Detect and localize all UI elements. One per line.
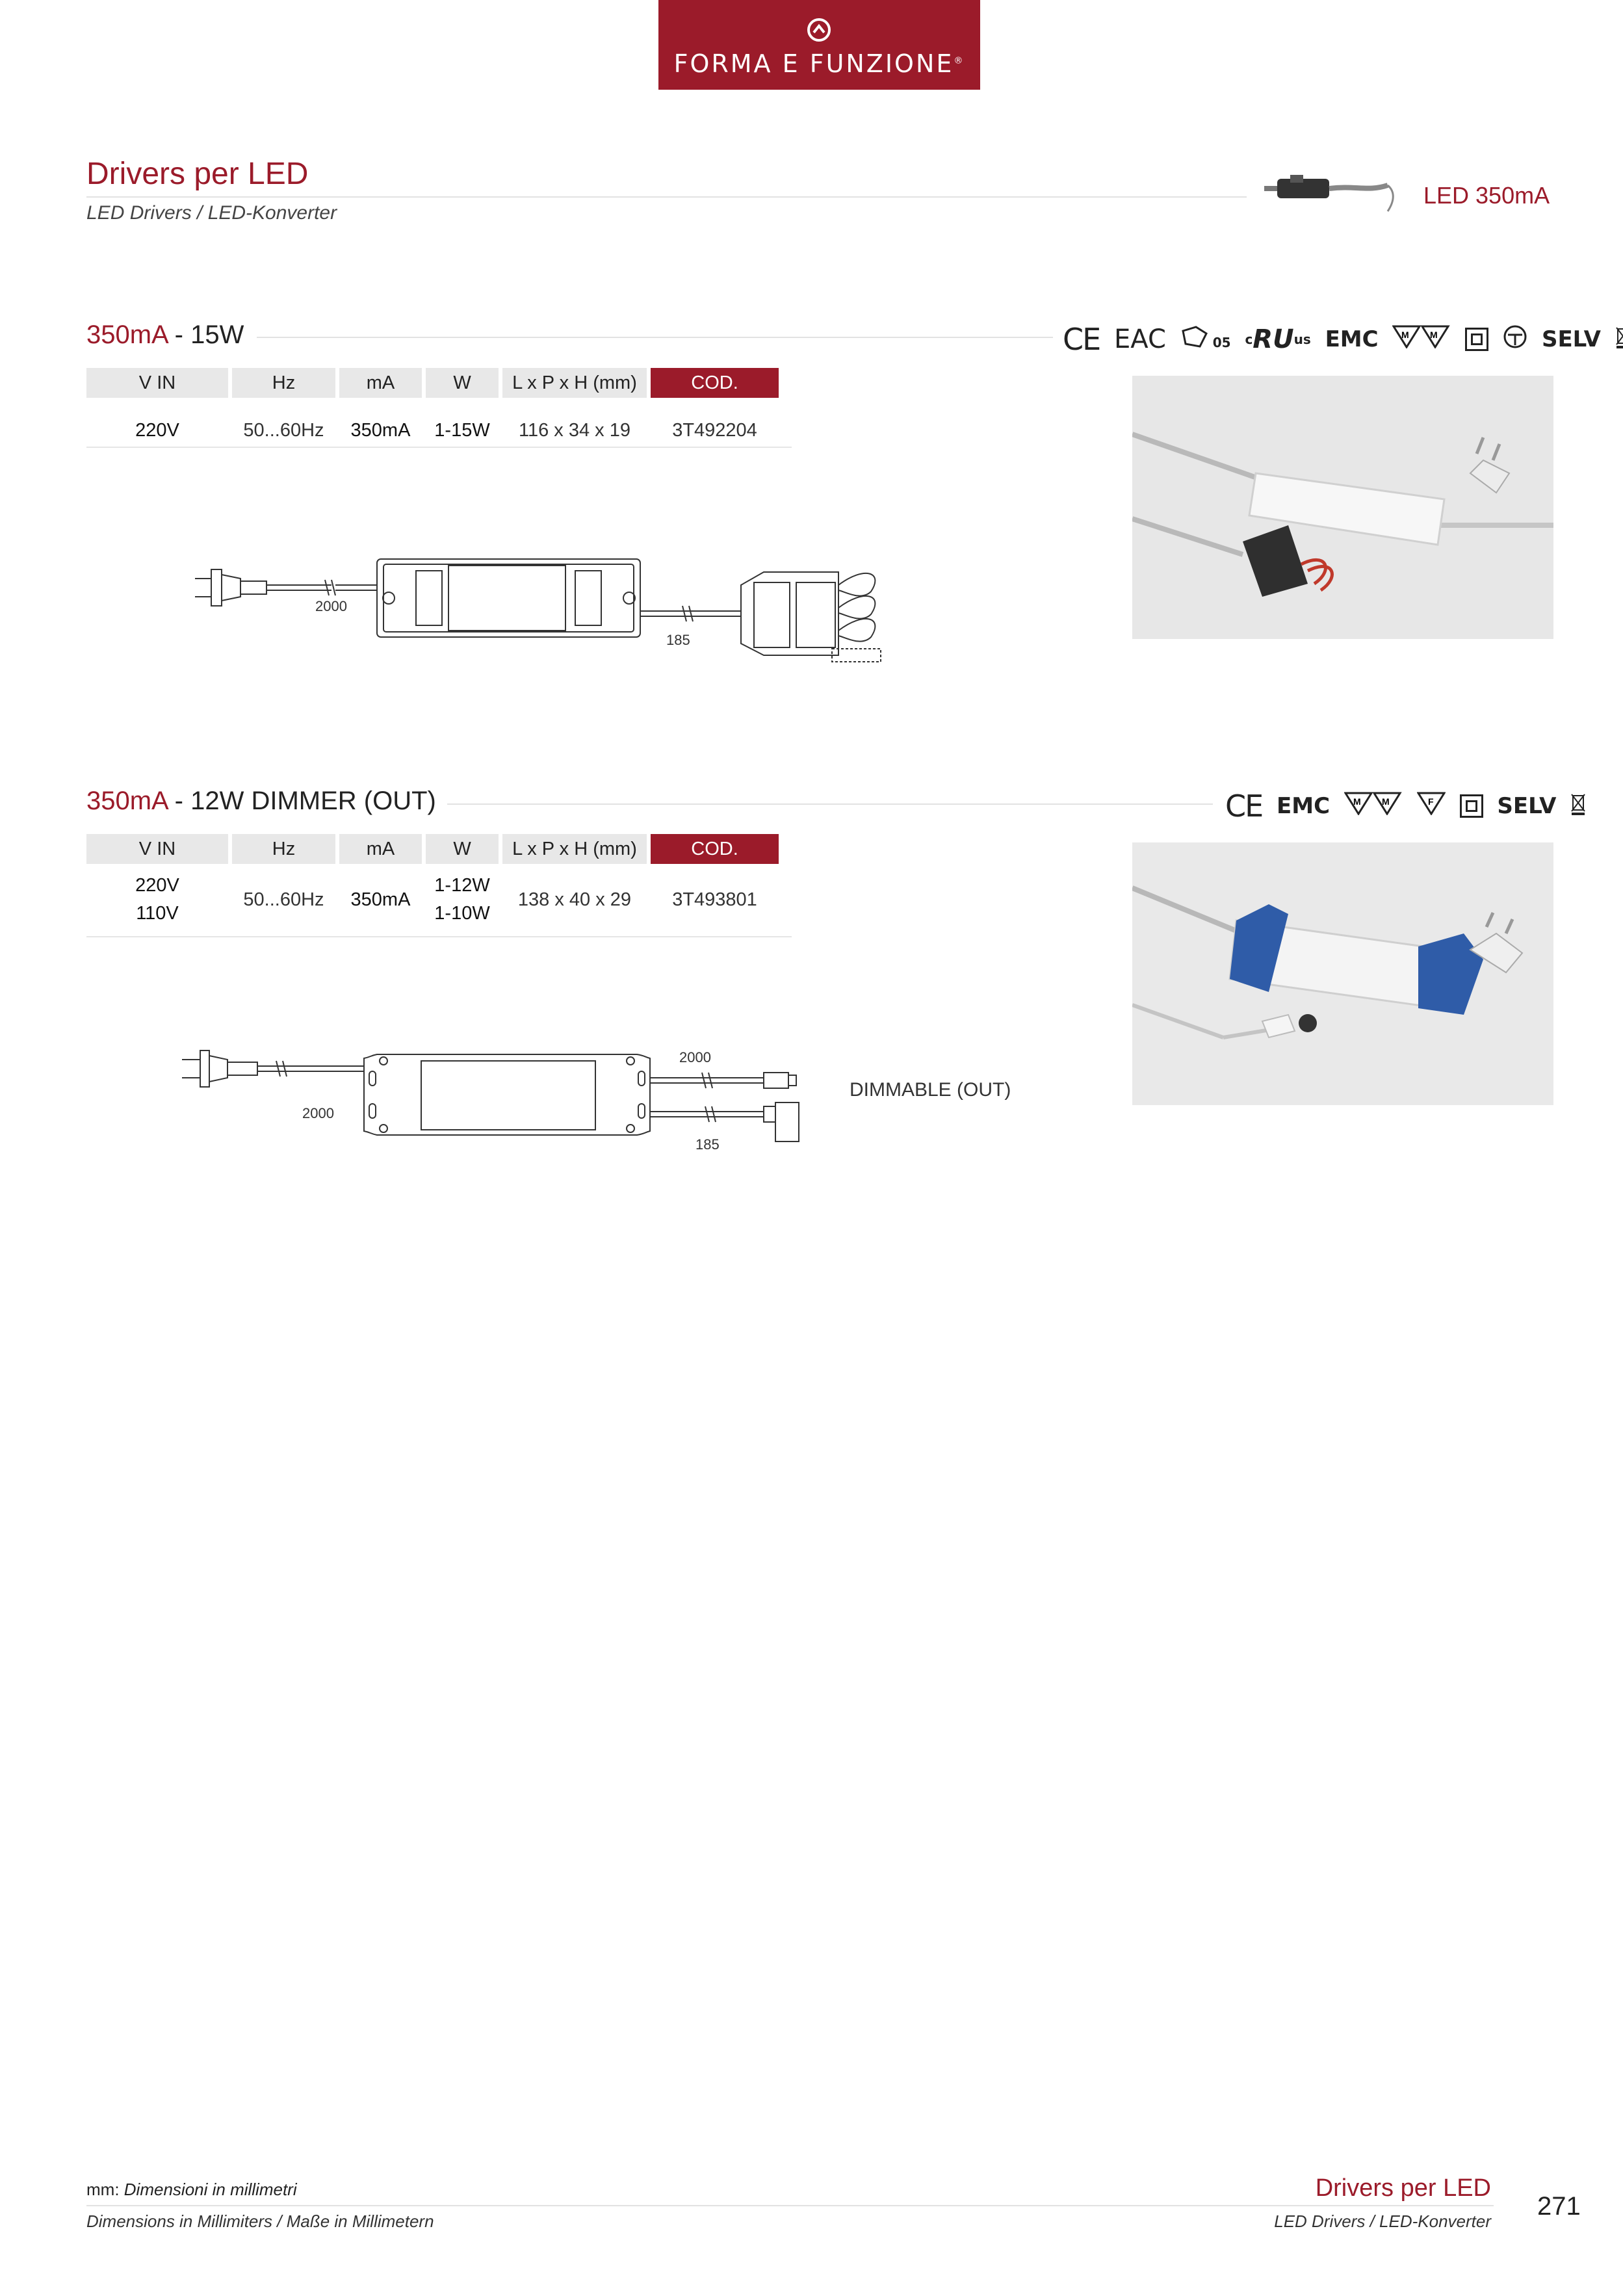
section-2-certifications (1219, 789, 1586, 824)
section-1-spec-table (83, 368, 783, 463)
cell-w: 1-12W 1-10W (434, 875, 490, 924)
svg-text:M: M (1430, 329, 1438, 340)
ul-mark-icon: cRUus (1245, 324, 1311, 354)
section-1-title: 350mA - 15W (86, 320, 244, 349)
cell-dims: 138 x 40 x 29 (517, 889, 632, 910)
svg-text:M: M (1401, 329, 1410, 340)
section-2-row-divider (86, 936, 792, 937)
ce-mark-icon: CE (1063, 322, 1100, 357)
col-dims: L x P x H (mm) (502, 368, 647, 398)
footer-title: Drivers per LED (1315, 2174, 1491, 2202)
col-w: W (426, 834, 499, 864)
selv-mark-icon: SELV (1497, 793, 1557, 819)
cell-ma: 350mA (350, 419, 411, 441)
section-1-divider (257, 337, 1053, 338)
selv-mark-icon: SELV (1541, 326, 1601, 352)
section-2-title: 350mA - 12W DIMMER (OUT) (86, 787, 436, 815)
col-cod: COD. (651, 368, 779, 398)
class-ii-icon (1460, 794, 1483, 818)
footer-subtitle: LED Drivers / LED-Konverter (1274, 2211, 1491, 2231)
header-divider (86, 196, 1247, 198)
cell-dims: 116 x 34 x 19 (519, 419, 630, 441)
section-1-product-photo (1132, 376, 1553, 639)
col-ma: mA (339, 368, 422, 398)
cell-vin: 220V (135, 419, 179, 441)
ce-mark-icon: CE (1225, 789, 1263, 824)
eac-mark-icon: EAC (1114, 324, 1166, 354)
cell-cod: 3T493801 (672, 889, 757, 910)
col-hz: Hz (232, 368, 335, 398)
led-current-label: LED 350mA (1423, 182, 1550, 209)
emc-mark-icon: EMC (1277, 793, 1331, 819)
f-mark-icon (1417, 792, 1446, 821)
weee-bin-icon (1615, 324, 1623, 356)
mm-mark-icon (1344, 792, 1403, 821)
footer-divider (86, 2205, 1494, 2206)
cable-in-length: 2000 (302, 1105, 334, 1121)
svg-text:M: M (1381, 796, 1390, 807)
mm-mark-icon (1392, 325, 1451, 354)
cell-cod: 3T492204 (672, 419, 757, 441)
emc-mark-icon: EMC (1325, 326, 1379, 352)
section-2-spec-table (83, 834, 783, 935)
svg-text:F: F (1427, 796, 1434, 807)
page-number: 271 (1537, 2192, 1581, 2221)
page-title: Drivers per LED (86, 157, 309, 191)
brand-logo (658, 0, 980, 90)
svg-text:M: M (1353, 796, 1361, 807)
led-strip-thumbnail (1251, 166, 1401, 215)
section-2-product-photo (1132, 842, 1553, 1105)
section-2-divider (447, 803, 1213, 805)
cable-out-length: 185 (695, 1136, 720, 1153)
col-cod: COD. (651, 834, 779, 864)
section-1-row-divider (86, 447, 792, 448)
cable-out-length: 185 (666, 632, 690, 648)
col-vin: V IN (86, 834, 228, 864)
footer-units: mm: Dimensioni in millimetri (86, 2180, 297, 2199)
cell-hz: 50...60Hz (243, 889, 324, 910)
cable-out-top-length: 2000 (679, 1049, 711, 1065)
col-vin: V IN (86, 368, 228, 398)
col-dims: L x P x H (mm) (502, 834, 647, 864)
col-w: W (426, 368, 499, 398)
enec-mark-icon: 05 (1180, 324, 1231, 355)
footer-units-translation: Dimensions in Millimiters / Maße in Millimetern (86, 2211, 434, 2231)
section-1-technical-drawing (182, 546, 916, 676)
cell-vin: 220V 110V (135, 875, 179, 924)
weee-bin-icon (1570, 790, 1586, 822)
col-hz: Hz (232, 834, 335, 864)
cell-ma: 350mA (350, 889, 411, 910)
page-subtitle: LED Drivers / LED-Konverter (86, 202, 337, 224)
cell-w: 1-15W (434, 419, 490, 441)
thermal-protection-icon (1503, 324, 1527, 355)
section-2-technical-drawing (175, 1040, 825, 1170)
dimmable-note: DIMMABLE (OUT) (850, 1079, 1011, 1101)
col-ma: mA (339, 834, 422, 864)
cable-in-length: 2000 (315, 598, 347, 614)
cell-hz: 50...60Hz (243, 419, 324, 441)
section-1-certifications (1056, 322, 1623, 357)
class-ii-icon (1465, 328, 1488, 351)
brand-name: FORMA E FUNZIONE® (673, 49, 965, 78)
brand-circle-icon (806, 17, 832, 43)
